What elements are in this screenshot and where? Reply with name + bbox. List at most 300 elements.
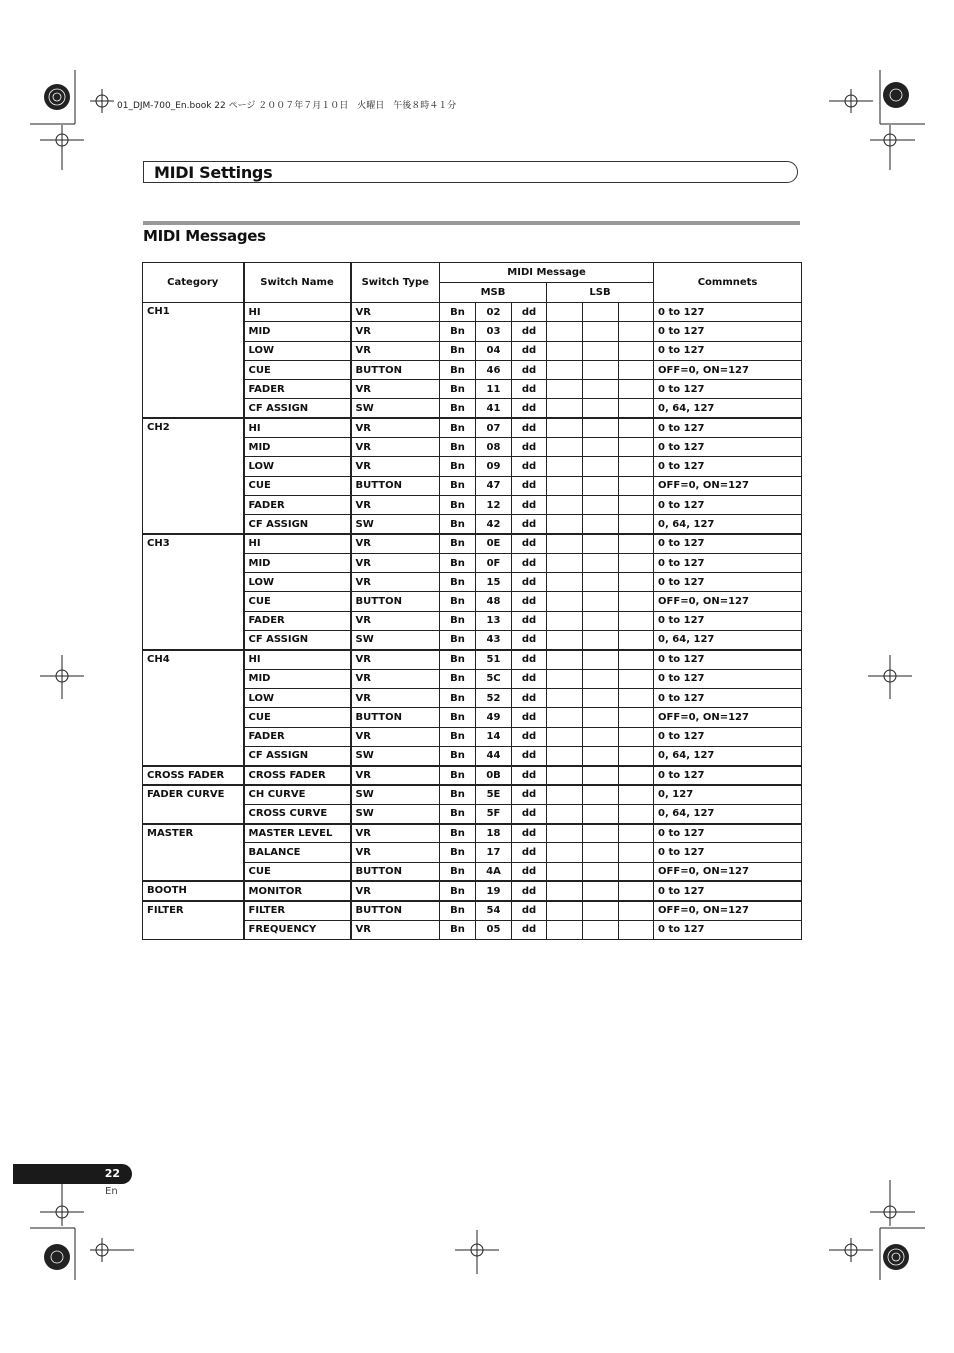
msb-number-cell: 41	[476, 399, 512, 418]
comment-cell: 0 to 127	[654, 611, 802, 630]
comment-cell: 0 to 127	[654, 380, 802, 399]
switch-type-cell: VR	[351, 438, 440, 457]
msb-number-cell: 4A	[476, 862, 512, 881]
msb-value-cell: dd	[512, 495, 547, 514]
lsb-cell	[583, 650, 619, 669]
table-row	[143, 534, 802, 553]
msb-value-cell: dd	[512, 341, 547, 360]
msb-number-cell: 52	[476, 688, 512, 707]
midi-messages-table	[142, 262, 802, 940]
switch-type-cell: VR	[351, 824, 440, 843]
switch-name-cell: CUE	[244, 360, 351, 379]
comment-cell: 0 to 127	[654, 727, 802, 746]
page-number-tab	[13, 1164, 132, 1184]
msb-value-cell: dd	[512, 515, 547, 534]
msb-number-cell: 0E	[476, 534, 512, 553]
lsb-cell	[547, 669, 583, 688]
comment-cell: 0 to 127	[654, 766, 802, 785]
switch-type-cell: VR	[351, 766, 440, 785]
status-byte-cell: Bn	[440, 920, 476, 939]
status-byte-cell: Bn	[440, 457, 476, 476]
lsb-cell	[619, 804, 654, 823]
switch-type-cell: VR	[351, 322, 440, 341]
comment-cell: 0 to 127	[654, 418, 802, 437]
comment-cell: 0, 64, 127	[654, 515, 802, 534]
comment-cell: OFF=0, ON=127	[654, 476, 802, 495]
registration-mark-top-left	[30, 70, 140, 180]
switch-name-cell: CROSS CURVE	[244, 804, 351, 823]
msb-value-cell: dd	[512, 631, 547, 650]
status-byte-cell: Bn	[440, 650, 476, 669]
lsb-cell	[547, 920, 583, 939]
lsb-cell	[619, 476, 654, 495]
lsb-cell	[583, 669, 619, 688]
lsb-cell	[547, 631, 583, 650]
lsb-cell	[583, 418, 619, 437]
switch-type-cell: VR	[351, 457, 440, 476]
switch-type-cell: BUTTON	[351, 708, 440, 727]
switch-type-cell: BUTTON	[351, 360, 440, 379]
lsb-cell	[583, 515, 619, 534]
registration-mark-mid-right	[868, 655, 913, 700]
lsb-cell	[583, 360, 619, 379]
lsb-cell	[547, 515, 583, 534]
switch-type-cell: VR	[351, 341, 440, 360]
lsb-cell	[547, 495, 583, 514]
msb-number-cell: 43	[476, 631, 512, 650]
comment-cell: 0 to 127	[654, 843, 802, 862]
msb-number-cell: 11	[476, 380, 512, 399]
lsb-cell	[619, 920, 654, 939]
lsb-cell	[547, 650, 583, 669]
status-byte-cell: Bn	[440, 534, 476, 553]
category-cell: FILTER	[143, 901, 244, 940]
msb-number-cell: 19	[476, 881, 512, 900]
lsb-cell	[619, 573, 654, 592]
switch-name-cell: CF ASSIGN	[244, 515, 351, 534]
msb-value-cell: dd	[512, 534, 547, 553]
lsb-cell	[619, 360, 654, 379]
status-byte-cell: Bn	[440, 573, 476, 592]
switch-type-cell: VR	[351, 920, 440, 939]
registration-mark-mid-left	[40, 655, 85, 700]
header-switch-type: Switch Type	[351, 263, 440, 303]
lsb-cell	[619, 669, 654, 688]
switch-type-cell: BUTTON	[351, 476, 440, 495]
switch-name-cell: CF ASSIGN	[244, 746, 351, 765]
lsb-cell	[619, 746, 654, 765]
lsb-cell	[583, 688, 619, 707]
switch-type-cell: VR	[351, 843, 440, 862]
msb-value-cell: dd	[512, 901, 547, 920]
table-row	[143, 650, 802, 669]
comment-cell: OFF=0, ON=127	[654, 901, 802, 920]
switch-name-cell: CF ASSIGN	[244, 399, 351, 418]
comment-cell: 0 to 127	[654, 573, 802, 592]
category-cell: CROSS FADER	[143, 766, 244, 785]
lsb-cell	[583, 534, 619, 553]
status-byte-cell: Bn	[440, 322, 476, 341]
lsb-cell	[619, 457, 654, 476]
switch-type-cell: VR	[351, 553, 440, 572]
msb-value-cell: dd	[512, 804, 547, 823]
lsb-cell	[619, 592, 654, 611]
switch-name-cell: CUE	[244, 476, 351, 495]
switch-type-cell: VR	[351, 573, 440, 592]
msb-number-cell: 09	[476, 457, 512, 476]
comment-cell: 0 to 127	[654, 438, 802, 457]
lsb-cell	[583, 862, 619, 881]
msb-number-cell: 0F	[476, 553, 512, 572]
switch-name-cell: MID	[244, 322, 351, 341]
registration-mark-bottom-right	[815, 1180, 925, 1290]
status-byte-cell: Bn	[440, 380, 476, 399]
switch-name-cell: CUE	[244, 592, 351, 611]
comment-cell: 0, 64, 127	[654, 399, 802, 418]
switch-name-cell: FADER	[244, 611, 351, 630]
switch-type-cell: SW	[351, 515, 440, 534]
msb-value-cell: dd	[512, 553, 547, 572]
msb-number-cell: 47	[476, 476, 512, 495]
lsb-cell	[583, 901, 619, 920]
switch-name-cell: FADER	[244, 727, 351, 746]
switch-type-cell: SW	[351, 785, 440, 804]
msb-number-cell: 08	[476, 438, 512, 457]
subsection-title: MIDI Messages	[143, 227, 266, 245]
lsb-cell	[547, 708, 583, 727]
status-byte-cell: Bn	[440, 476, 476, 495]
msb-value-cell: dd	[512, 746, 547, 765]
switch-name-cell: LOW	[244, 457, 351, 476]
comment-cell: 0 to 127	[654, 669, 802, 688]
switch-type-cell: VR	[351, 534, 440, 553]
section-title: MIDI Settings	[154, 163, 273, 182]
table-row	[143, 824, 802, 843]
msb-value-cell: dd	[512, 727, 547, 746]
lsb-cell	[583, 341, 619, 360]
lsb-cell	[547, 438, 583, 457]
msb-number-cell: 5F	[476, 804, 512, 823]
msb-value-cell: dd	[512, 457, 547, 476]
lsb-cell	[547, 804, 583, 823]
switch-type-cell: VR	[351, 650, 440, 669]
comment-cell: 0 to 127	[654, 457, 802, 476]
msb-value-cell: dd	[512, 322, 547, 341]
lsb-cell	[583, 380, 619, 399]
comment-cell: 0 to 127	[654, 553, 802, 572]
comment-cell: 0 to 127	[654, 688, 802, 707]
msb-number-cell: 44	[476, 746, 512, 765]
switch-name-cell: CROSS FADER	[244, 766, 351, 785]
lsb-cell	[547, 746, 583, 765]
switch-name-cell: MID	[244, 553, 351, 572]
comment-cell: 0, 64, 127	[654, 746, 802, 765]
switch-name-cell: CUE	[244, 862, 351, 881]
lsb-cell	[619, 631, 654, 650]
msb-value-cell: dd	[512, 708, 547, 727]
lsb-cell	[583, 843, 619, 862]
msb-value-cell: dd	[512, 418, 547, 437]
status-byte-cell: Bn	[440, 862, 476, 881]
table-row	[143, 418, 802, 437]
switch-name-cell: FREQUENCY	[244, 920, 351, 939]
switch-type-cell: VR	[351, 380, 440, 399]
comment-cell: OFF=0, ON=127	[654, 708, 802, 727]
registration-mark-top-right	[815, 70, 925, 180]
lsb-cell	[619, 322, 654, 341]
switch-type-cell: BUTTON	[351, 592, 440, 611]
lsb-cell	[619, 650, 654, 669]
lsb-cell	[547, 843, 583, 862]
lsb-cell	[583, 303, 619, 322]
status-byte-cell: Bn	[440, 901, 476, 920]
category-cell: CH2	[143, 418, 244, 534]
comment-cell: 0 to 127	[654, 650, 802, 669]
lsb-cell	[547, 476, 583, 495]
msb-number-cell: 48	[476, 592, 512, 611]
switch-name-cell: FADER	[244, 380, 351, 399]
status-byte-cell: Bn	[440, 303, 476, 322]
lsb-cell	[547, 380, 583, 399]
table-row	[143, 881, 802, 900]
lsb-cell	[547, 360, 583, 379]
comment-cell: 0 to 127	[654, 303, 802, 322]
lsb-cell	[547, 457, 583, 476]
switch-type-cell: VR	[351, 688, 440, 707]
lsb-cell	[583, 457, 619, 476]
header-comments: Commnets	[654, 263, 802, 303]
lsb-cell	[583, 399, 619, 418]
status-byte-cell: Bn	[440, 766, 476, 785]
comment-cell: 0 to 127	[654, 341, 802, 360]
msb-value-cell: dd	[512, 380, 547, 399]
table-row	[143, 901, 802, 920]
lsb-cell	[547, 399, 583, 418]
msb-value-cell: dd	[512, 573, 547, 592]
lsb-cell	[619, 515, 654, 534]
category-cell: CH1	[143, 303, 244, 419]
msb-number-cell: 15	[476, 573, 512, 592]
lsb-cell	[547, 881, 583, 900]
status-byte-cell: Bn	[440, 804, 476, 823]
lsb-cell	[619, 303, 654, 322]
msb-number-cell: 5C	[476, 669, 512, 688]
switch-type-cell: VR	[351, 669, 440, 688]
registration-mark-bottom-center	[455, 1230, 500, 1275]
lsb-cell	[583, 708, 619, 727]
lsb-cell	[619, 380, 654, 399]
msb-number-cell: 14	[476, 727, 512, 746]
msb-value-cell: dd	[512, 843, 547, 862]
switch-type-cell: BUTTON	[351, 862, 440, 881]
msb-value-cell: dd	[512, 399, 547, 418]
switch-name-cell: MONITOR	[244, 881, 351, 900]
lsb-cell	[547, 303, 583, 322]
print-header: 01_DJM-700_En.book 22 ページ ２００７年７月１０日 火曜日 午後８時４１分	[117, 101, 457, 111]
lsb-cell	[619, 901, 654, 920]
status-byte-cell: Bn	[440, 669, 476, 688]
status-byte-cell: Bn	[440, 824, 476, 843]
lsb-cell	[547, 727, 583, 746]
lsb-cell	[619, 708, 654, 727]
msb-number-cell: 17	[476, 843, 512, 862]
switch-name-cell: MID	[244, 438, 351, 457]
lsb-cell	[619, 611, 654, 630]
msb-value-cell: dd	[512, 881, 547, 900]
switch-name-cell: CH CURVE	[244, 785, 351, 804]
lsb-cell	[619, 785, 654, 804]
lsb-cell	[619, 727, 654, 746]
lsb-cell	[583, 553, 619, 572]
comment-cell: 0 to 127	[654, 824, 802, 843]
switch-type-cell: VR	[351, 303, 440, 322]
switch-type-cell: VR	[351, 418, 440, 437]
lsb-cell	[547, 785, 583, 804]
lsb-cell	[619, 553, 654, 572]
lsb-cell	[547, 341, 583, 360]
msb-value-cell: dd	[512, 476, 547, 495]
msb-value-cell: dd	[512, 611, 547, 630]
lsb-cell	[619, 418, 654, 437]
lsb-cell	[619, 399, 654, 418]
switch-name-cell: LOW	[244, 573, 351, 592]
msb-value-cell: dd	[512, 920, 547, 939]
status-byte-cell: Bn	[440, 688, 476, 707]
header-midi-message: MIDI Message	[440, 263, 654, 283]
table-row	[143, 785, 802, 804]
msb-value-cell: dd	[512, 688, 547, 707]
header-switch-name: Switch Name	[244, 263, 351, 303]
switch-name-cell: LOW	[244, 688, 351, 707]
lsb-cell	[583, 631, 619, 650]
lsb-cell	[619, 534, 654, 553]
switch-name-cell: HI	[244, 303, 351, 322]
msb-number-cell: 07	[476, 418, 512, 437]
switch-type-cell: SW	[351, 804, 440, 823]
status-byte-cell: Bn	[440, 746, 476, 765]
lsb-cell	[547, 418, 583, 437]
lsb-cell	[547, 688, 583, 707]
switch-name-cell: MID	[244, 669, 351, 688]
msb-value-cell: dd	[512, 862, 547, 881]
category-cell: MASTER	[143, 824, 244, 882]
switch-name-cell: FADER	[244, 495, 351, 514]
lsb-cell	[619, 495, 654, 514]
msb-number-cell: 03	[476, 322, 512, 341]
status-byte-cell: Bn	[440, 727, 476, 746]
category-cell: FADER CURVE	[143, 785, 244, 824]
msb-value-cell: dd	[512, 360, 547, 379]
status-byte-cell: Bn	[440, 785, 476, 804]
switch-type-cell: SW	[351, 631, 440, 650]
lsb-cell	[619, 438, 654, 457]
lsb-cell	[583, 573, 619, 592]
switch-name-cell: BALANCE	[244, 843, 351, 862]
subsection-rule	[143, 221, 800, 225]
lsb-cell	[547, 553, 583, 572]
switch-name-cell: HI	[244, 418, 351, 437]
status-byte-cell: Bn	[440, 553, 476, 572]
comment-cell: OFF=0, ON=127	[654, 592, 802, 611]
msb-number-cell: 18	[476, 824, 512, 843]
lsb-cell	[583, 766, 619, 785]
lsb-cell	[583, 804, 619, 823]
lsb-cell	[547, 824, 583, 843]
msb-number-cell: 05	[476, 920, 512, 939]
msb-number-cell: 0B	[476, 766, 512, 785]
msb-value-cell: dd	[512, 669, 547, 688]
msb-value-cell: dd	[512, 592, 547, 611]
table-row	[143, 303, 802, 322]
lsb-cell	[583, 881, 619, 900]
lsb-cell	[619, 843, 654, 862]
lsb-cell	[583, 746, 619, 765]
switch-type-cell: VR	[351, 495, 440, 514]
msb-number-cell: 42	[476, 515, 512, 534]
table-row	[143, 766, 802, 785]
status-byte-cell: Bn	[440, 495, 476, 514]
msb-number-cell: 04	[476, 341, 512, 360]
lsb-cell	[619, 688, 654, 707]
status-byte-cell: Bn	[440, 843, 476, 862]
header-lsb: LSB	[547, 283, 654, 303]
lsb-cell	[583, 495, 619, 514]
msb-number-cell: 51	[476, 650, 512, 669]
msb-value-cell: dd	[512, 785, 547, 804]
lsb-cell	[619, 824, 654, 843]
msb-value-cell: dd	[512, 438, 547, 457]
switch-name-cell: MASTER LEVEL	[244, 824, 351, 843]
switch-name-cell: FILTER	[244, 901, 351, 920]
switch-name-cell: CF ASSIGN	[244, 631, 351, 650]
page-number: 22	[104, 1167, 120, 1180]
midi-table-body	[143, 303, 802, 940]
switch-type-cell: BUTTON	[351, 901, 440, 920]
comment-cell: 0 to 127	[654, 534, 802, 553]
lsb-cell	[583, 611, 619, 630]
status-byte-cell: Bn	[440, 438, 476, 457]
msb-number-cell: 13	[476, 611, 512, 630]
switch-type-cell: SW	[351, 746, 440, 765]
comment-cell: 0 to 127	[654, 495, 802, 514]
status-byte-cell: Bn	[440, 360, 476, 379]
lsb-cell	[583, 438, 619, 457]
comment-cell: 0, 127	[654, 785, 802, 804]
switch-type-cell: VR	[351, 727, 440, 746]
status-byte-cell: Bn	[440, 418, 476, 437]
comment-cell: OFF=0, ON=127	[654, 360, 802, 379]
lsb-cell	[547, 766, 583, 785]
lsb-cell	[547, 862, 583, 881]
lsb-cell	[547, 611, 583, 630]
comment-cell: 0 to 127	[654, 881, 802, 900]
switch-name-cell: LOW	[244, 341, 351, 360]
header-msb: MSB	[440, 283, 547, 303]
status-byte-cell: Bn	[440, 399, 476, 418]
lsb-cell	[619, 881, 654, 900]
lsb-cell	[583, 727, 619, 746]
comment-cell: OFF=0, ON=127	[654, 862, 802, 881]
lsb-cell	[583, 824, 619, 843]
switch-type-cell: SW	[351, 399, 440, 418]
comment-cell: 0, 64, 127	[654, 631, 802, 650]
msb-number-cell: 5E	[476, 785, 512, 804]
comment-cell: 0, 64, 127	[654, 804, 802, 823]
status-byte-cell: Bn	[440, 341, 476, 360]
category-cell: CH3	[143, 534, 244, 650]
msb-number-cell: 54	[476, 901, 512, 920]
msb-number-cell: 46	[476, 360, 512, 379]
